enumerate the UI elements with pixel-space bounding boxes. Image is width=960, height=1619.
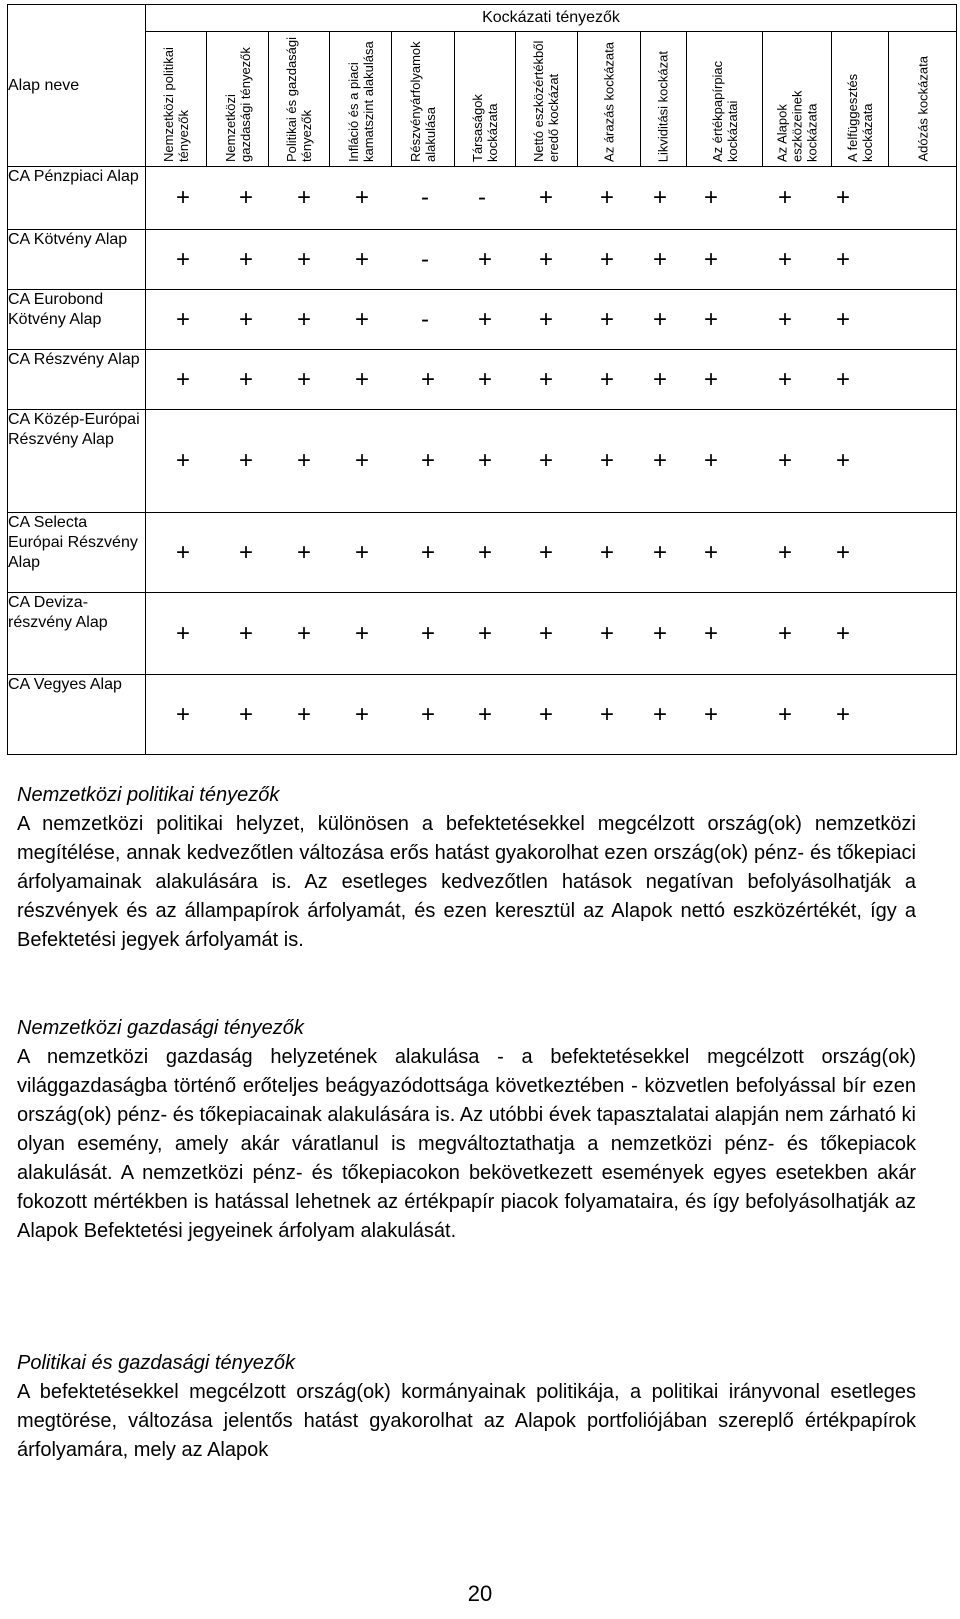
risk-mark: + [175,365,190,393]
section-title: Politikai és gazdasági tényezők [17,1352,295,1374]
risk-marks-cell [145,167,956,230]
risk-mark: + [477,538,492,566]
risk-mark: + [777,619,792,647]
risk-mark: + [538,184,553,211]
section-paragraph: A befektetésekkel megcélzott ország(ok) kormányainak politikája, a politikai irányvonal esetleges megtörése, változása jelentős hatást gyakorolhat az Alapok portfoliójában szereplő értékpapírok árfolyamára, mely az Alapok [17,1381,916,1461]
risk-marks-cell [145,350,956,410]
risk-mark: + [599,447,614,474]
risk-factors-group-header: Kockázati tényezők [145,5,956,32]
column-header-label: Az értékpapírpiac kockázatai [709,60,740,162]
column-header-label: Az árazás kockázata [601,42,617,162]
risk-mark: + [835,538,850,566]
table-row [8,350,957,410]
column-header-label: Az Alapok eszközeinek kockázata [774,90,820,162]
risk-mark: + [599,700,614,728]
column-header [268,32,329,167]
risk-mark: + [238,447,253,474]
risk-mark: + [703,184,718,211]
risk-mark: + [354,365,369,393]
risk-mark: + [354,245,369,273]
risk-mark: + [538,700,553,728]
risk-mark: + [354,184,369,211]
risk-mark: - [477,184,486,211]
risk-mark: + [703,305,718,333]
column-header-label: Nemzetközi politikai tényezők [161,47,192,162]
risk-marks-cell [145,593,956,675]
section-title: Nemzetközi politikai tényezők [17,784,280,806]
risk-mark: + [599,365,614,393]
risk-mark: + [238,619,253,647]
risk-mark: + [652,305,667,333]
risk-mark: + [296,184,311,211]
risk-mark: + [652,619,667,647]
fund-name-cell: CA Kötvény Alap [8,230,146,290]
risk-mark: + [477,700,492,728]
risk-mark: + [599,245,614,273]
risk-marks-cell [145,675,956,755]
column-header-label: Társaságok kockázata [469,94,500,162]
section-international-political [17,781,916,955]
risk-mark: + [652,365,667,393]
table-row [8,513,957,593]
risk-mark: + [777,700,792,728]
table-row [8,167,957,230]
risk-mark: + [175,619,190,647]
fund-name-cell: CA Közép-Európai Részvény Alap [8,410,146,513]
column-header [578,32,640,167]
risk-marks-cell [145,513,956,593]
risk-mark: + [652,538,667,566]
risk-mark: + [777,305,792,333]
risk-mark: + [599,538,614,566]
fund-name-cell: CA Eurobond Kötvény Alap [8,290,146,350]
risk-mark: + [238,700,253,728]
section-paragraph: A nemzetközi gazdaság helyzetének alakulása - a befektetésekkel megcélzott ország(ok) világgazdaságba történő erőteljes beágyazódottsága következtében - közvetlen befolyással bír ezen ország(ok) pénz- és tőkepiacainak alakulására is. Az utóbbi évek tapasztalatai alapján nem zárható ki olyan esemény, amely akár váratlanul is megváltoztathatja a nemzetközi pénz- és tőkepiacok alakulását. A nemzetközi pénz- és tőkepiacokon bekövetkezett események egyes esetekben akár fokozott mértékben is hatással lehetnek az értékpapír piacok folyamataira, és így befolyásolhatják az Alapok Befektetési jegyeinek árfolyam alakulását. [17,1046,916,1242]
risk-mark: + [175,538,190,566]
risk-mark: + [296,305,311,333]
risk-mark: + [354,700,369,728]
column-header [515,32,577,167]
risk-mark: + [835,700,850,728]
risk-mark: + [599,184,614,211]
table-row [8,290,957,350]
risk-mark: + [599,305,614,333]
risk-mark: + [703,245,718,273]
fund-name-header: Alap neve [8,5,146,167]
risk-mark: + [777,184,792,211]
column-header-label: A felfüggesztés kockázata [845,73,876,162]
column-header [207,32,268,167]
risk-mark: + [599,619,614,647]
column-header [686,32,763,167]
risk-mark: + [477,619,492,647]
column-header-label: Likviditási kockázat [655,50,671,162]
fund-name-cell: CA Pénzpiaci Alap [8,167,146,230]
risk-mark: + [477,245,492,273]
column-header-label: Adózás kockázata [915,56,931,162]
risk-mark: + [477,447,492,474]
risk-mark: - [420,245,429,273]
section-political-economic [17,1349,916,1465]
fund-name-cell: CA Selecta Európai Részvény Alap [8,513,146,593]
risk-mark: + [296,700,311,728]
risk-mark: + [652,245,667,273]
column-header [889,32,957,167]
risk-mark: + [354,619,369,647]
risk-mark: + [296,619,311,647]
column-header-label: Nettó eszközértékből eredő kockázat [531,40,562,162]
risk-mark: + [296,538,311,566]
risk-mark: + [652,447,667,474]
risk-mark: + [477,365,492,393]
column-header [145,32,206,167]
risk-mark: + [420,365,435,393]
risk-mark: + [420,619,435,647]
risk-mark: + [175,245,190,273]
risk-mark: + [175,184,190,211]
section-paragraph: A nemzetközi politikai helyzet, különösen a befektetésekkel megcélzott ország(ok) nemzetközi megítélése, annak kedvezőtlen változása erős hatást gyakorolhat ezen ország(ok) pénz- és tőkepiaci árfolyamainak alakulására is. Az esetleges kedvezőtlen hatások negatívan befolyásolhatják a részvények és az állampapírok árfolyamát, és ezen keresztül az Alapok nettó eszközértékét, így a Befektetési jegyek árfolyamát is. [17,813,916,951]
risk-mark: + [538,305,553,333]
section-international-economic [17,1014,916,1246]
page-number: 20 [467,1581,493,1606]
risk-marks-cell [145,410,956,513]
column-header-label: Részvényárfolyamok alakulása [407,41,438,162]
risk-mark: + [703,538,718,566]
risk-mark: + [538,619,553,647]
risk-mark: + [175,447,190,474]
risk-mark: + [354,305,369,333]
risk-mark: + [777,538,792,566]
risk-mark: + [652,700,667,728]
risk-mark: + [296,245,311,273]
risk-marks-cell [145,290,956,350]
risk-marks-cell [145,230,956,290]
risk-mark: + [354,447,369,474]
risk-mark: + [835,619,850,647]
column-header [640,32,686,167]
risk-mark: + [538,538,553,566]
column-header [831,32,888,167]
risk-mark: + [703,447,718,474]
risk-mark: + [238,538,253,566]
column-header [455,32,515,167]
risk-mark: + [477,305,492,333]
risk-mark: + [238,305,253,333]
risk-mark: + [296,447,311,474]
risk-mark: + [777,245,792,273]
fund-name-cell: CA Vegyes Alap [8,675,146,755]
risk-mark: + [777,365,792,393]
risk-mark: + [703,365,718,393]
table-row [8,230,957,290]
risk-mark: + [777,447,792,474]
column-header [391,32,454,167]
risk-mark: + [296,365,311,393]
risk-mark: + [175,305,190,333]
risk-mark: + [538,447,553,474]
table-row [8,593,957,675]
risk-mark: + [354,538,369,566]
risk-mark: + [238,365,253,393]
risk-mark: + [703,700,718,728]
risk-mark: + [835,245,850,273]
risk-mark: + [835,184,850,211]
risk-mark: + [175,700,190,728]
risk-factors-table [7,4,957,755]
risk-mark: + [703,619,718,647]
risk-mark: + [538,365,553,393]
column-header-label: Nemzetközi gazdasági tényezők [222,47,253,162]
column-header-label: Politikai és gazdasági tényezők [284,36,315,162]
fund-name-cell: CA Részvény Alap [8,350,146,410]
risk-mark: + [420,447,435,474]
risk-mark: + [238,245,253,273]
fund-name-cell: CA Deviza-részvény Alap [8,593,146,675]
risk-mark: + [835,447,850,474]
risk-mark: - [420,305,429,333]
column-header [763,32,831,167]
table-row [8,410,957,513]
risk-mark: + [835,305,850,333]
risk-mark: + [835,365,850,393]
risk-mark: + [420,538,435,566]
risk-mark: + [238,184,253,211]
column-header [330,32,391,167]
risk-mark: + [538,245,553,273]
risk-mark: + [420,700,435,728]
risk-mark: + [652,184,667,211]
table-row [8,675,957,755]
risk-mark: - [420,184,429,211]
section-title: Nemzetközi gazdasági tényezők [17,1017,304,1039]
column-header-label: Infláció és a piaci kamatszint alakulása [345,41,376,162]
